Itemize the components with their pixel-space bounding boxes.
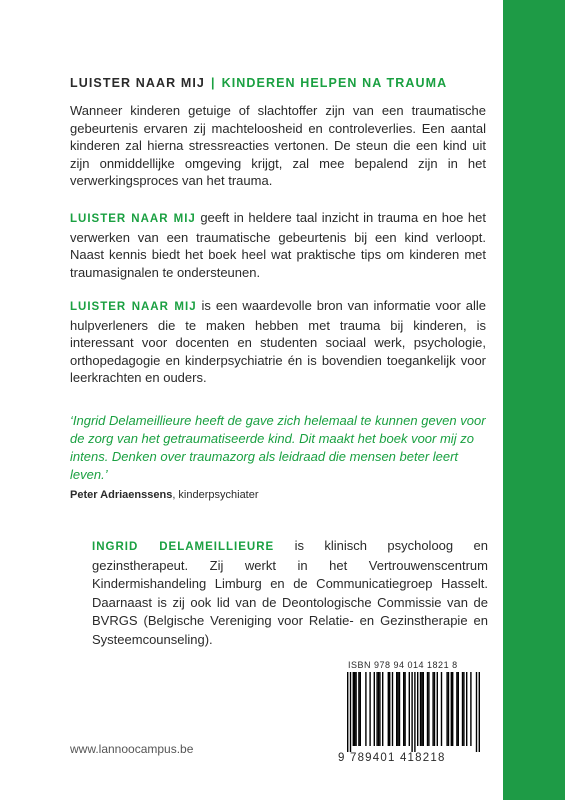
green-spine (503, 0, 565, 800)
paragraph-2 (70, 209, 486, 281)
barcode-bar (388, 672, 389, 746)
barcode-bar (376, 672, 377, 746)
barcode-bar (432, 672, 433, 746)
barcode-bar (396, 672, 397, 746)
title-separator: | (210, 76, 216, 90)
barcode-bar (379, 672, 380, 746)
barcode-bar (355, 672, 356, 746)
barcode-bar (476, 672, 477, 752)
barcode-bar (389, 672, 390, 746)
barcode-bar (452, 672, 453, 746)
paragraph-3-keyword: LUISTER NAAR MIJ (70, 301, 197, 313)
quote-attribution (70, 489, 259, 501)
barcode-bar (437, 672, 438, 746)
author-bio (92, 537, 488, 649)
barcode-bar (378, 672, 379, 746)
barcode-bar (403, 672, 404, 746)
barcode-bar (421, 672, 422, 746)
barcode-bar (451, 672, 452, 746)
barcode-bar (411, 672, 412, 752)
barcode-bar (434, 672, 435, 746)
barcode-bar (409, 672, 410, 746)
endorsement-quote: ‘Ingrid Delameillieure heeft de gave zich helemaal te kunnen geven voor de zorg van het getraumatiseerde kind. Dit maakt het boek voor mij zo intens. Denken over traumazorg als leidraad die mensen beter leert leven.’ (70, 413, 486, 482)
barcode-bar (463, 672, 464, 746)
barcode-bar (392, 672, 393, 746)
barcode-bar (420, 672, 421, 746)
intro-paragraph: Wanneer kinderen getuige of slachtoffer zijn van een traumatische gebeurtenis ervaren zij machteloosheid en controleverlies. Een aantal kinderen zal hierna stressreacties vertonen. De steun die een kind uit zijn onmiddellijke omgeving krijgt, zal mee bepalend zijn in het verwerkingsproces van het trauma. (70, 103, 486, 188)
paragraph-3-text: is een waardevolle bron van informatie voor alle hulpverleners die te maken hebben met trauma bij kinderen, is interessant voor docenten en studenten sociaal werk, psychologie, orthopedagogie en kinderpsychiatrie én is bovendien toegankelijk voor leerkrachten en ouders. (70, 298, 486, 385)
barcode-bar (466, 672, 467, 746)
barcode-bar (458, 672, 459, 746)
title-main: LUISTER NAAR MIJ (70, 76, 205, 90)
barcode-bar (353, 672, 354, 746)
barcode-bar (354, 672, 355, 746)
barcode-bar (399, 672, 400, 746)
book-title (70, 76, 447, 90)
barcode-bar (427, 672, 428, 746)
title-subtitle: KINDEREN HELPEN NA TRAUMA (221, 76, 448, 90)
attribution-name: Peter Adriaenssens (70, 489, 173, 501)
barcode-bar (428, 672, 429, 746)
barcode-bar (347, 672, 348, 752)
barcode-bars (338, 672, 488, 752)
barcode-bar (360, 672, 361, 746)
publisher-website: www.lannoocampus.be (70, 742, 194, 756)
barcode-bar (350, 672, 351, 752)
author-name: INGRID DELAMEILLIEURE (92, 541, 275, 553)
paragraph-2-keyword: LUISTER NAAR MIJ (70, 213, 196, 225)
barcode-bar (365, 672, 366, 746)
barcode-bar (462, 672, 463, 746)
barcode-bar (470, 672, 471, 746)
barcode-bar (441, 672, 442, 746)
barcode-bar (448, 672, 449, 746)
barcode-bar (423, 672, 424, 746)
barcode-bar (414, 672, 415, 752)
paragraph-3 (70, 297, 486, 387)
barcode-bar (374, 672, 375, 746)
barcode-bar (404, 672, 405, 746)
attribution-role: , kinderpsychiater (172, 489, 259, 501)
author-bio-text: is klinisch psycholoog en gezinstherapeut. Zij werkt in het Vertrouwenscentrum Kindermishandeling Limburg en de Communicatiegroep Hasselt. Daarnaast is zij ook lid van de Deontologische Commissie van de BVRGS (Belgische Vereniging voor Relatie- en Gezinstherapie en Systeemcounseling). (92, 538, 488, 647)
barcode-bar (358, 672, 359, 746)
isbn-digits: 9 789401 418218 (338, 752, 446, 764)
barcode-bar (417, 672, 418, 746)
barcode-bar (382, 672, 383, 746)
isbn-label: ISBN 978 94 014 1821 8 (348, 660, 458, 670)
barcode-bar (369, 672, 370, 746)
barcode-bar (479, 672, 480, 752)
barcode-bar (397, 672, 398, 746)
paragraph-2-text: geeft in heldere taal inzicht in trauma en hoe het verwerken van een traumatische gebeurtenis bij een kind verloopt. Naast kennis biedt het boek heel wat praktische tips om kinderen met traumasignalen te ondersteunen. (70, 210, 486, 280)
barcode-bar (446, 672, 447, 746)
isbn-barcode (338, 660, 488, 764)
barcode-bar (456, 672, 457, 746)
